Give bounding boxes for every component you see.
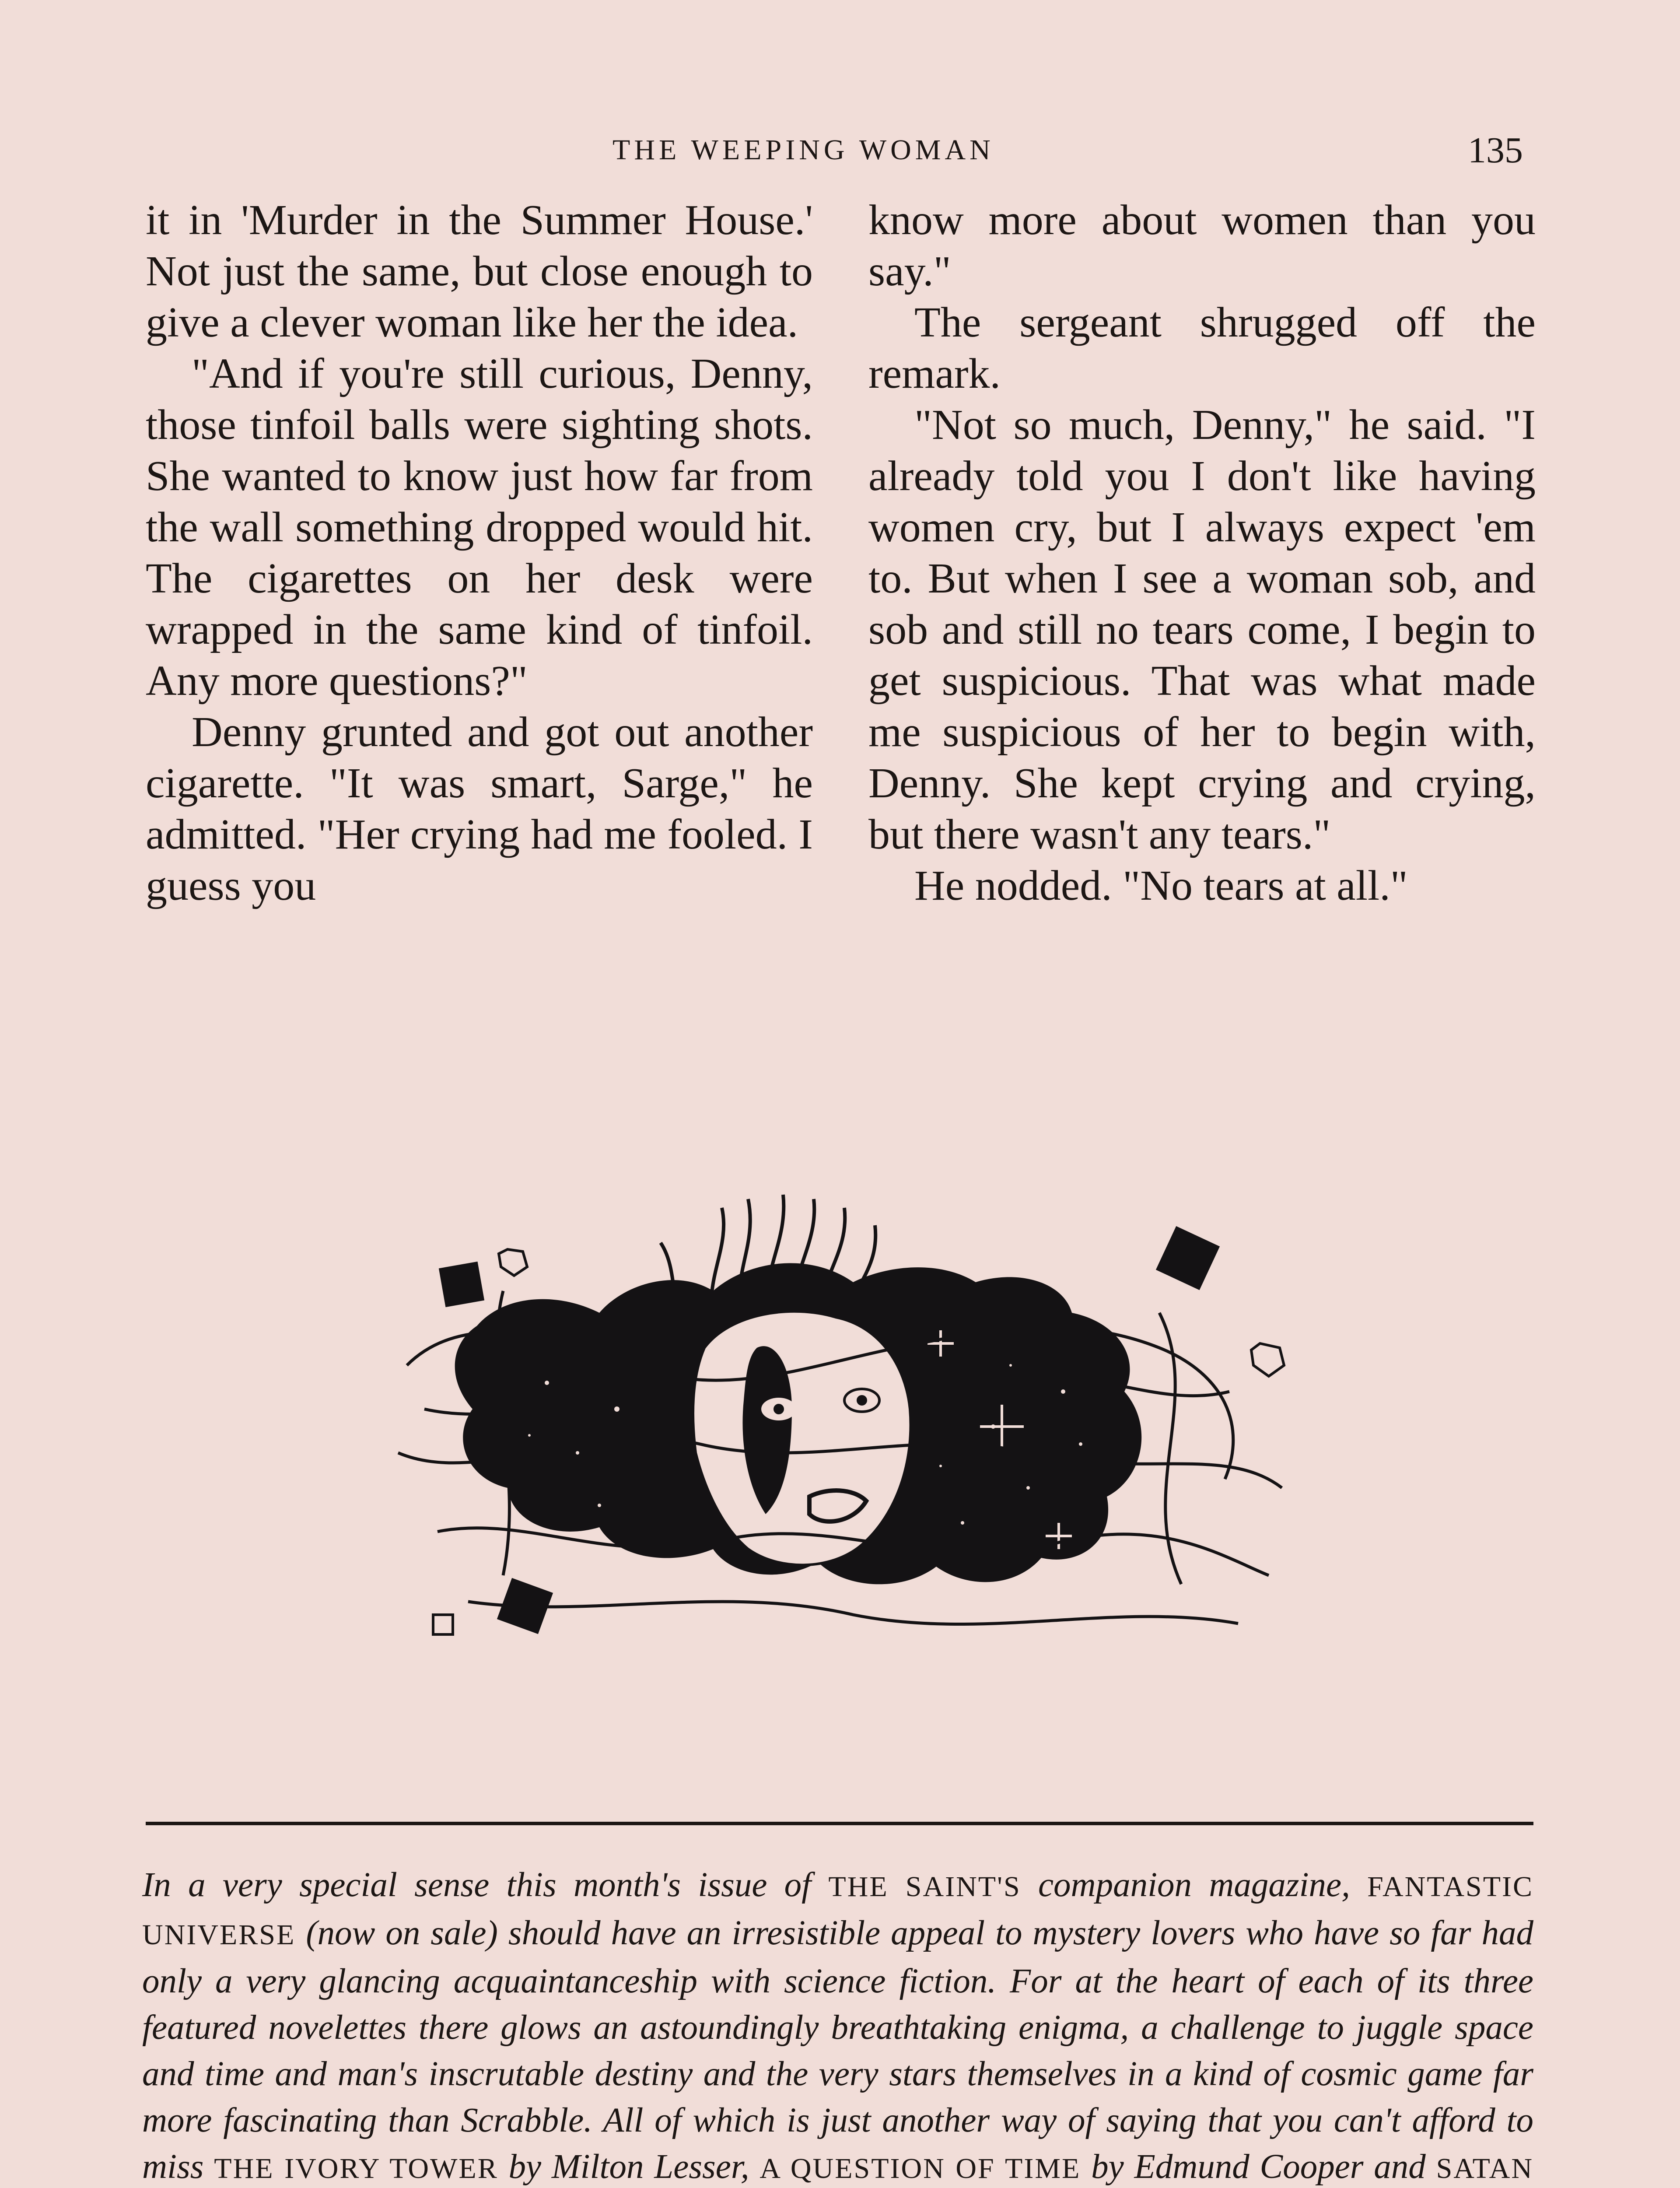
running-head [0,129,1680,173]
paragraph: it in 'Murder in the Summer House.' Not just the same, but close enough to give a clever woman like her the idea. [146,196,813,346]
promo-story-title: THE IVORY TOWER [214,2153,498,2184]
running-title: THE WEEPING WOMAN [612,134,994,166]
left-column [146,195,813,912]
paragraph: "And if you're still curious, Denny, those tinfoil balls were sighting shots. She wanted to know just how far from the wall something dropped would hit. The cigarettes on her desk were wrapped in the same kind of tinfoil. Any more questions?" [146,350,813,705]
promo-text: In a very special sense this month's issue of [142,1866,829,1904]
paragraph: The sergeant shrugged off the remark. [868,299,1536,397]
promo-text: (now on sale) should have an irresistible appeal to mystery lovers who have so far had only a very glancing acquaintanceship with science fiction. For at the heart of each of its three featured novelettes there glows an astoundingly breathtaking enigma, a challenge to juggle space and time and man's inscrutable destiny and the very stars themselves in a kind of cosmic game far more fascinating than Scrabble. All of which is just another way of saying that you can't afford to miss [142,1914,1533,2186]
face-in-starfield-illustration [372,1182,1326,1676]
right-column [868,195,1536,912]
promo-magazine-name: THE SAINT'S [828,1871,1021,1903]
paragraph: Denny grunted and got out another cigarette. "It was smart, Sarge," he admitted. "Her crying had me fooled. I guess you [146,708,813,909]
promo-text: by Milton Lesser, [498,2148,760,2186]
promo-text: by Edmund Cooper and [1081,2148,1436,2186]
promo-magazine-name: FANTASTIC UNIVERSE [142,1871,1534,1951]
divider-rule [146,1822,1533,1825]
promo-story-title: A QUESTION OF TIME [760,2153,1081,2184]
promo-story-title: SATAN [1436,2153,1534,2184]
promo-text: companion magazine, [1021,1866,1368,1904]
paragraph: He nodded. "No tears at all." [914,862,1408,909]
promo-paragraph [142,1862,1533,2188]
paragraph: know more about women than you say." [868,196,1536,295]
paragraph: "Not so much, Denny," he said. "I already told you I don't like having women cry, but I always expect 'em to. But when I see a woman sob, and sob and still no tears come, I begin to get suspicious. That was what made me suspicious of her to begin with, Denny. She kept crying and crying, but there wasn't any tears." [868,401,1536,858]
page-number: 135 [1468,130,1523,171]
